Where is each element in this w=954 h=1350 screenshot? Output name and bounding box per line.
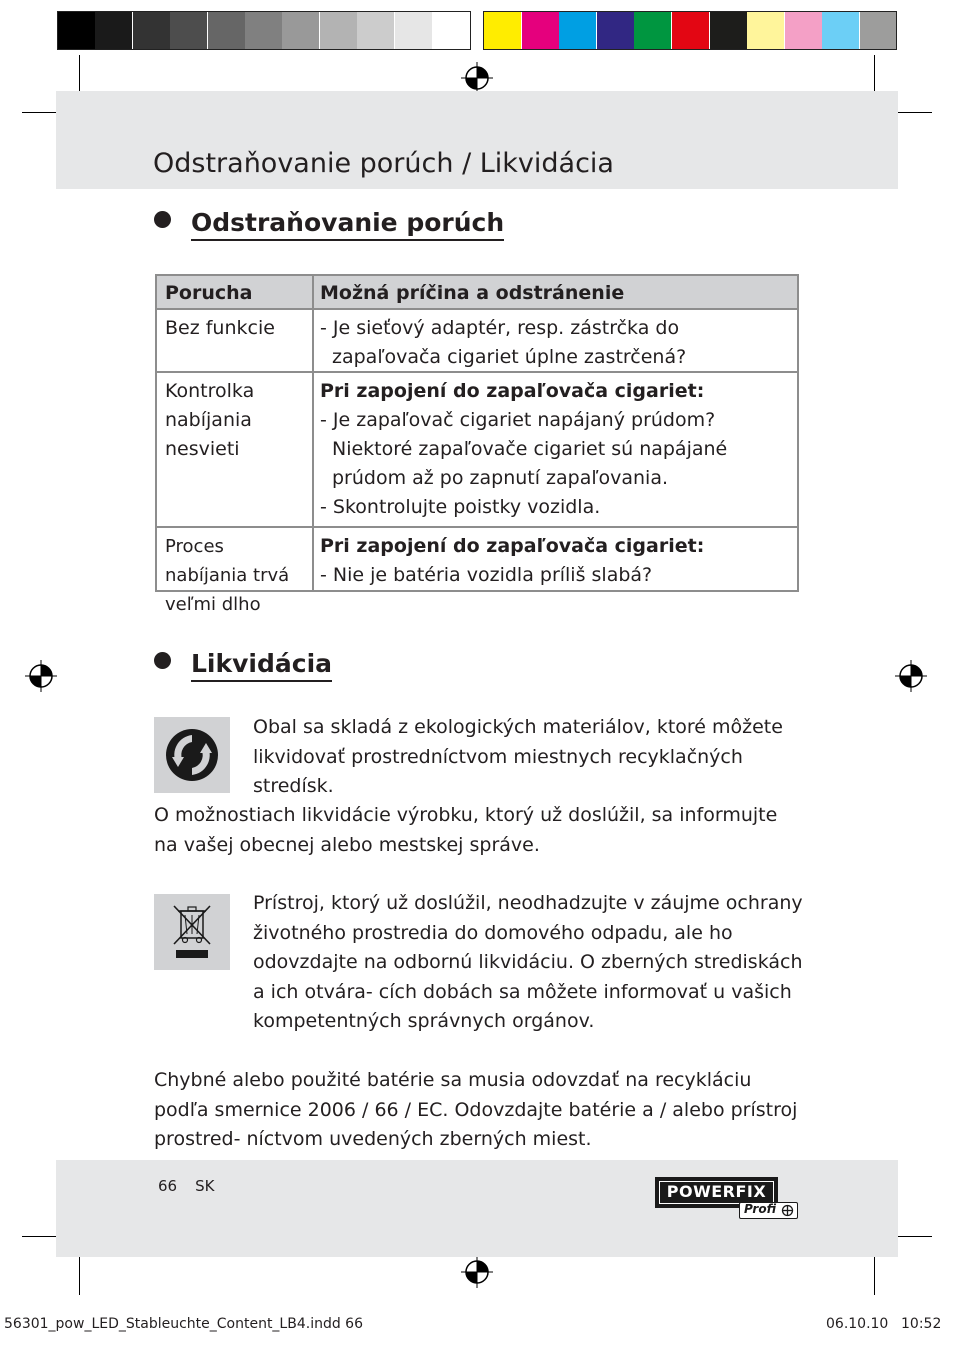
table-row (157, 526, 797, 615)
powerfix-profi-badge (739, 1202, 798, 1219)
crossed-out-bin-icon (154, 894, 230, 970)
gray-swatch-frame (57, 11, 471, 50)
table-header-cause: Možná príčina a odstránenie (320, 282, 625, 304)
table-cell-lead: Pri zapojení do zapaľovača cigariet: (320, 380, 705, 402)
page-title: Odstraňovanie porúch / Likvidácia (153, 148, 614, 179)
table-header-fault: Porucha (157, 276, 314, 308)
registration-mark-right (895, 660, 927, 692)
table-cell-lead: Pri zapojení do zapaľovača cigariet: (320, 535, 705, 557)
registration-mark-left (25, 660, 57, 692)
table-cell-fault: Bez funkcie (157, 310, 314, 371)
table-header-row (157, 276, 797, 308)
slug-filename: 56301_pow_LED_Stableuchte_Content_LB4.indd 66 (4, 1316, 363, 1332)
section-heading-text: Odstraňovanie porúch (191, 208, 504, 241)
section-heading-disposal (154, 649, 332, 678)
section-heading-troubleshooting (154, 208, 504, 237)
crosshair-icon (781, 1204, 794, 1217)
section-heading-text: Likvidácia (191, 649, 332, 682)
brand-sub: Profi (744, 1202, 777, 1216)
registration-mark-bottom (461, 1256, 493, 1288)
table-row (157, 308, 797, 371)
process-swatch-frame (483, 11, 897, 50)
green-dot-recycling-icon (154, 717, 230, 793)
table-cell-item: - Skontrolujte poistky vozidla. (320, 496, 601, 518)
page-footer (158, 1177, 232, 1195)
table-row (157, 371, 797, 526)
battery-text: Chybné alebo použité batérie sa musia odovzdať na recykláciu podľa smernice 2006 / 66 / EC. Odovzdajte batérie a / alebo prístroj prostred- níctvom uvedených zberných miest. (154, 1069, 798, 1150)
bullet-icon (154, 211, 171, 228)
packaging-text: Obal sa skladá z ekologických materiálov, ktoré môžete likvidovať prostredníctvom miestnych recyklačných stredísk. (253, 716, 783, 797)
registration-mark-top (461, 62, 493, 94)
slug-time: 10:52 (901, 1316, 942, 1332)
language-code: SK (195, 1177, 215, 1195)
table-cell-item: - Je sieťový adaptér, resp. zástrčka do zapaľovača cigariet úplne zastrčená? (320, 317, 687, 368)
table-cell-fault: Proces nabíjania trvá veľmi dlho (157, 528, 314, 590)
table-cell-item: - Nie je batéria vozidla príliš slabá? (320, 564, 653, 586)
table-cell-item: - Je zapaľovač cigariet napájaný prúdom? Niektoré zapaľovače cigariet sú napájané prúdom až po zapnutí zapaľovania. (320, 409, 728, 489)
table-cell-cause (314, 310, 797, 371)
bullet-icon (154, 652, 171, 669)
table-cell-cause (314, 528, 797, 590)
brand-name: POWERFIX (666, 1182, 767, 1201)
slug-date: 06.10.10 (826, 1316, 889, 1332)
table-cell-fault: Kontrolka nabíjania nesvieti (157, 373, 314, 526)
info-text: O možnostiach likvidácie výrobku, ktorý už doslúžil, sa informujte na vašej obecnej alebo mestskej správe. (154, 804, 778, 856)
table-cell-cause (314, 373, 797, 526)
troubleshooting-table (155, 274, 799, 615)
device-text: Prístroj, ktorý už doslúžil, neodhadzujte v záujme ochrany životného prostredia do domového odpadu, ale ho odovzdajte na odbornú likvidáciu. O zberných strediskách a ich otvára- cích dobách sa môžete informovať u vašich kompetentných správnych orgánov. (253, 892, 803, 1032)
page-number: 66 (158, 1177, 178, 1195)
